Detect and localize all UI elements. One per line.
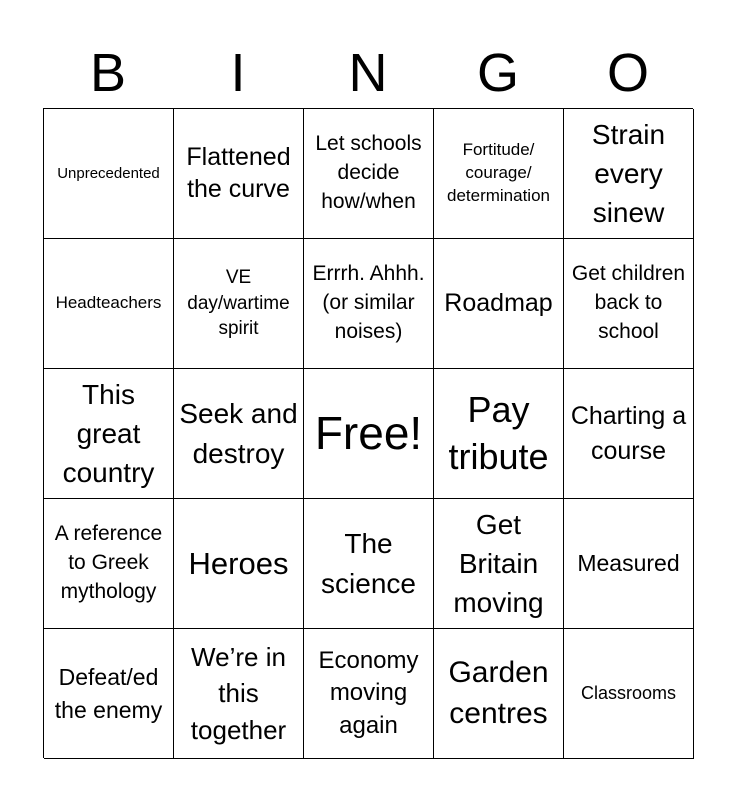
free-space-cell[interactable]: Free!	[304, 369, 434, 499]
bingo-cell[interactable]: Heroes	[174, 499, 304, 629]
bingo-cell[interactable]: Fortitude/ courage/ determination	[434, 109, 564, 239]
bingo-cell[interactable]: Get children back to school	[564, 239, 694, 369]
bingo-cell[interactable]: Flattened the curve	[174, 109, 304, 239]
bingo-cell[interactable]: The science	[304, 499, 434, 629]
bingo-cell[interactable]: Defeat/ed the enemy	[44, 629, 174, 759]
bingo-cell[interactable]: Get Britain moving	[434, 499, 564, 629]
bingo-cell[interactable]: Errrh. Ahhh. (or similar noises)	[304, 239, 434, 369]
bingo-cell[interactable]: Strain every sinew	[564, 109, 694, 239]
bingo-cell[interactable]: Let schools decide how/when	[304, 109, 434, 239]
header-letter-i: I	[230, 43, 246, 103]
bingo-cell[interactable]: Roadmap	[434, 239, 564, 369]
header-letter-b: B	[89, 43, 127, 103]
bingo-header	[43, 38, 693, 108]
header-letter-o: O	[606, 43, 649, 103]
bingo-cell[interactable]: Economy moving again	[304, 629, 434, 759]
bingo-cell[interactable]: VE day/wartime spirit	[174, 239, 304, 369]
bingo-cell[interactable]: Seek and destroy	[174, 369, 304, 499]
bingo-cell[interactable]: Unprecedented	[44, 109, 174, 239]
bingo-cell[interactable]: We’re in this together	[174, 629, 304, 759]
header-letter-g: G	[476, 43, 519, 103]
bingo-board	[43, 108, 693, 758]
bingo-cell[interactable]: Measured	[564, 499, 694, 629]
bingo-cell[interactable]: A reference to Greek mythology	[44, 499, 174, 629]
header-letter-n: N	[348, 43, 388, 103]
bingo-cell[interactable]: Pay tribute	[434, 369, 564, 499]
bingo-cell[interactable]: Headteachers	[44, 239, 174, 369]
bingo-cell[interactable]: Classrooms	[564, 629, 694, 759]
bingo-cell[interactable]: Garden centres	[434, 629, 564, 759]
bingo-cell[interactable]: Charting a course	[564, 369, 694, 499]
bingo-cell[interactable]: This great country	[44, 369, 174, 499]
